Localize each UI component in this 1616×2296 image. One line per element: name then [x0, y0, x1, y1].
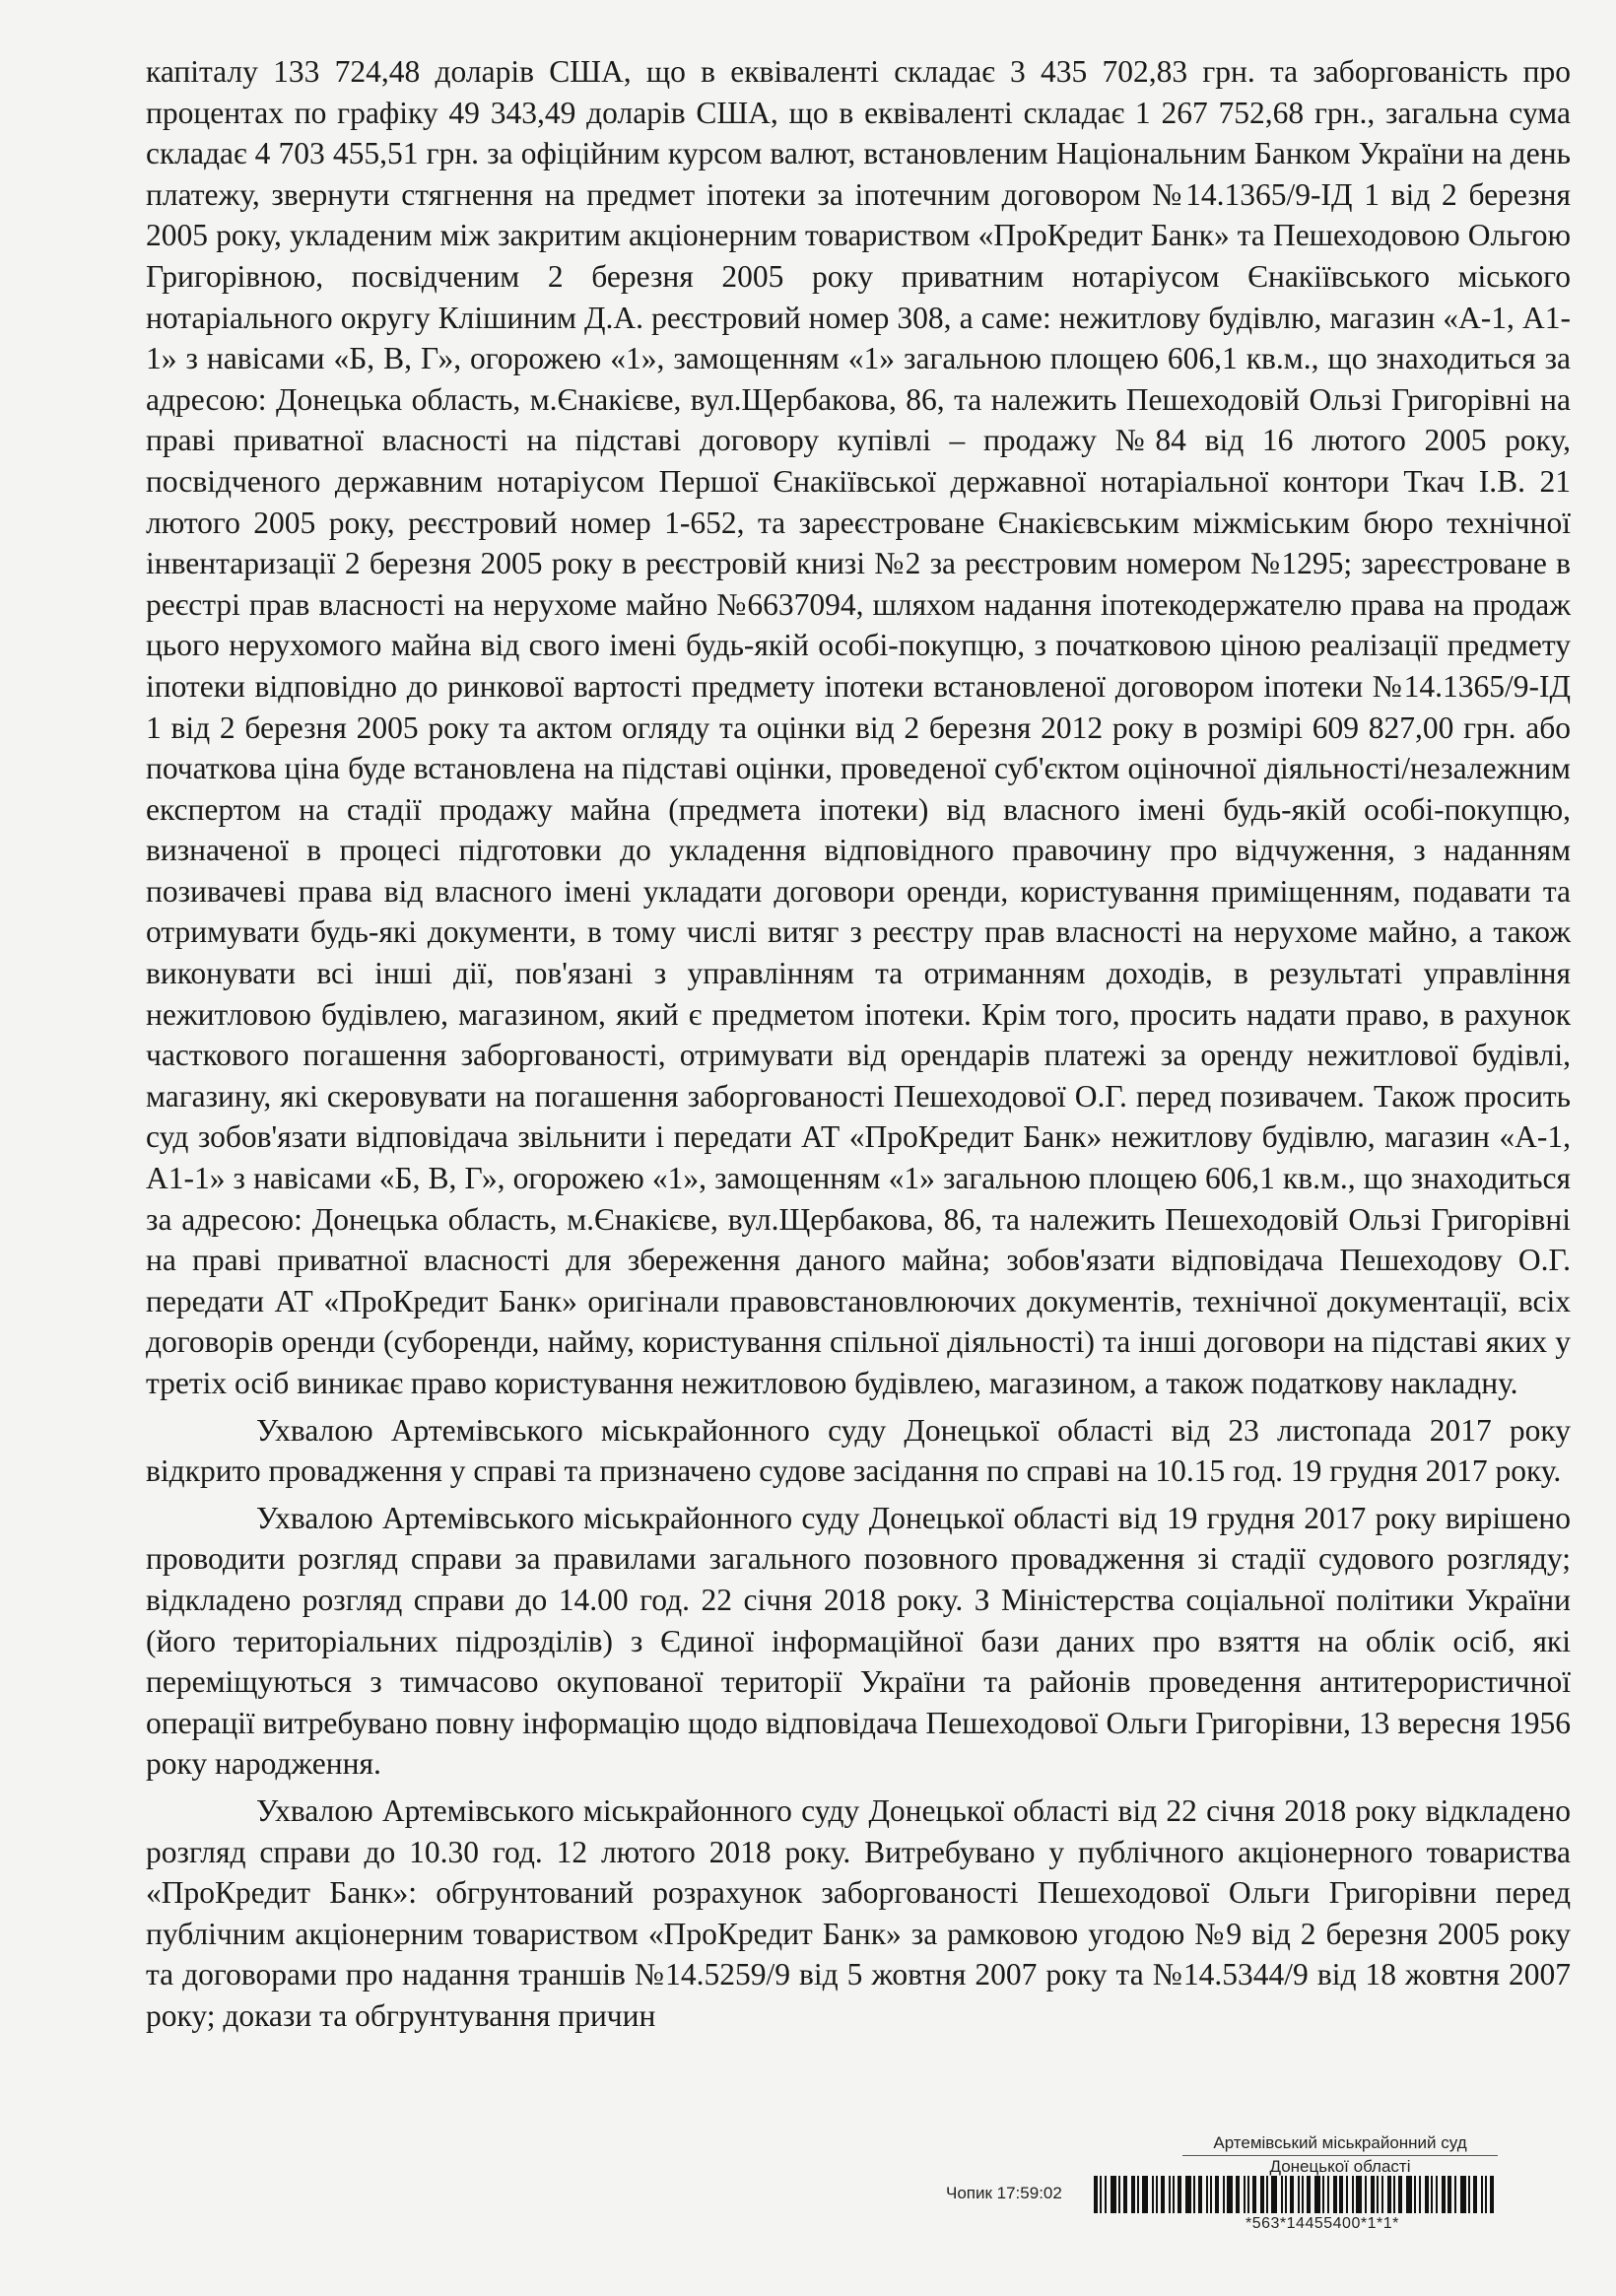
- barcode-bar: [1473, 2176, 1477, 2213]
- barcode-bar: [1198, 2176, 1202, 2213]
- barcode-bar: [1137, 2176, 1139, 2213]
- paragraph: Ухвалою Артемівського міськрайонного суду Донецької області від 23 листопада 2017 року відкрито провадження у справі та призначено судове засідання по справі на 10.15 год. 19 грудня 2017 року.: [146, 1412, 1571, 1489]
- barcode-bar: [1381, 2176, 1383, 2213]
- barcode-bar: [1266, 2176, 1268, 2213]
- barcode-bar: [1100, 2176, 1102, 2213]
- barcode-bar: [1215, 2176, 1219, 2213]
- barcode-bar: [1398, 2176, 1402, 2213]
- barcode-bar: [1290, 2176, 1294, 2213]
- barcode-bar: [1322, 2176, 1324, 2213]
- barcode-bar: [1490, 2176, 1494, 2213]
- barcode-bar: [1156, 2176, 1158, 2213]
- barcode-bar: [1260, 2176, 1264, 2213]
- paragraph: Ухвалою Артемівського міськрайонного суду Донецької області від 19 грудня 2017 року вирішено проводити розгляд справи за правилами загального позовного провадження зі стадії судового розгляду; відкладено розгляд справи до 14.00 год. 22 січня 2018 року. З Міністерства соціальної політики України (його територіальних підрозділів) з Єдиної інформаційної бази даних про взяття на облік осіб, які переміщуються з тимчасово окупованої території України та районів проведення антитерористичної операції витребувано повну інформацію щодо відповідача Пешеходової Ольги Григорівни, 13 вересня 1956 року народження.: [146, 1500, 1571, 1782]
- court-name: [1182, 2132, 1498, 2177]
- barcode-bar: [1227, 2176, 1233, 2213]
- barcode-bar: [1436, 2176, 1438, 2213]
- barcode-bar: [1247, 2176, 1249, 2213]
- barcode-bar: [1169, 2176, 1171, 2213]
- barcode-bar: [1111, 2176, 1116, 2213]
- barcode-bar: [1333, 2176, 1337, 2213]
- barcode-bar: [1252, 2176, 1256, 2213]
- barcode-bar: [1419, 2176, 1421, 2213]
- barcode-bar: [1223, 2176, 1225, 2213]
- barcode-bar: [1161, 2176, 1165, 2213]
- barcode-bar: [1387, 2176, 1391, 2213]
- barcode-bar: [1346, 2176, 1348, 2213]
- barcode-bar: [1314, 2176, 1320, 2213]
- barcode-bar: [1448, 2176, 1451, 2213]
- barcode-bar: [1302, 2176, 1304, 2213]
- barcode-bar: [1454, 2176, 1456, 2213]
- barcode-caption: *563*14455400*1*1*: [1246, 2215, 1399, 2232]
- barcode-bar: [1485, 2176, 1487, 2213]
- barcode-bar: [1442, 2176, 1446, 2213]
- barcode-bar: [1271, 2176, 1277, 2213]
- barcode-bar: [1365, 2176, 1367, 2213]
- barcode-bar: [1142, 2176, 1148, 2213]
- paragraph: Ухвалою Артемівського міськрайонного суду Донецької області від 22 січня 2018 року відкладено розгляд справи до 10.30 год. 12 лютого 2018 року. Витребувано у публічного акціонерного товариства «ПроКредит Банк»: обгрунтований розрахунок заборгованості Пешеходової Ольги Григорівни перед публічним акціонерним товариством «ПроКредит Банк» за рамковою угодою №9 від 2 березня 2005 року та договорами про надання траншів №14.5259/9 від 5 жовтня 2007 року та №14.5344/9 від 18 жовтня 2007 року; докази та обгрунтування причин: [146, 1792, 1571, 2033]
- barcode-bar: [1431, 2176, 1433, 2213]
- barcode-bar: [1123, 2176, 1127, 2213]
- barcode-bar: [1193, 2176, 1195, 2213]
- barcode-bar: [1352, 2176, 1354, 2213]
- barcode-bar: [1178, 2176, 1181, 2213]
- operator-timestamp: Чопик 17:59:02: [946, 2184, 1062, 2202]
- barcode-bar: [1094, 2176, 1098, 2213]
- barcode-bar: [1131, 2176, 1135, 2213]
- barcode-bar: [1206, 2176, 1208, 2213]
- barcode-bar: [1281, 2176, 1283, 2213]
- barcode-bar: [1327, 2176, 1329, 2213]
- barcode-bar: [1414, 2176, 1416, 2213]
- document-body: [146, 51, 1571, 2037]
- court-name-line2: Донецької області: [1182, 2155, 1498, 2177]
- barcode-bar: [1425, 2176, 1429, 2213]
- court-name-line1: Артемівський міськрайонний суд: [1213, 2133, 1467, 2152]
- barcode-bar: [1298, 2176, 1300, 2213]
- barcode-bar: [1371, 2176, 1375, 2213]
- barcode-bar: [1236, 2176, 1240, 2213]
- barcode-bar: [1173, 2176, 1175, 2213]
- barcode-bar: [1152, 2176, 1154, 2213]
- barcode-bar: [1244, 2176, 1246, 2213]
- paragraph: капіталу 133 724,48 доларів США, що в еквіваленті складає 3 435 702,83 грн. та заборгованість про процентах по графіку 49 343,49 доларів США, що в еквіваленті складає 1 267 752,68 грн., загальна сума складає 4 703 455,51 грн. за офіційним курсом валют, встановленим Національним Банком України на день платежу, звернути стягнення на предмет іпотеки за іпотечним договором №14.1365/9-ІД 1 від 2 березня 2005 року, укладеним між закритим акціонерним товариством «ПроКредит Банк» та Пешеходовою Ольгою Григорівною, посвідченим 2 березня 2005 року приватним нотаріусом Єнакіївського міського нотаріального округу Клішиним Д.А. реєстровий номер 308, а саме: нежитлову будівлю, магазин «А-1, А1-1» з навісами «Б, В, Г», огорожею «1», замощенням «1» загальною площею 606,1 кв.м., що знаходиться за адресою: Донецька область, м.Єнакієве, вул.Щербакова, 86, та належить Пешеходовій Ользі Григорівні на праві приватної власності на підставі договору купівлі – продажу №84 від 16 лютого 2005 року, посвідченого державним нотаріусом Першої Єнакіївської державної нотаріальної контори Ткач І.В. 21 лютого 2005 року, реєстровий номер 1-652, та зареєстроване Єнакієвським міжміським бюро технічної інвентаризації 2 березня 2005 року в реєстровій книзі №2 за реєстровим номером №1295; зареєстроване в реєстрі прав власності на нерухоме майно №6637094, шляхом надання іпотекодержателю права на продаж цього нерухомого майна від свого імені будь-якій особі-покупцю, з початковою ціною реалізації предмету іпотеки відповідно до ринкової вартості предмету іпотеки встановленої договором іпотеки №14.1365/9-ІД 1 від 2 березня 2005 року та актом огляду та оцінки від 2 березня 2012 року в розмірі 609 827,00 грн. або початкова ціна буде встановлена на підставі оцінки, проведеної суб'єктом оціночної діяльності/незалежним експертом на стадії продажу майна (предмета іпотеки) від власного імені будь-якій особі-покупцю, визначеної в процесі підготовки до укладення відповідного правочину про відчуження, з наданням позивачеві права від власного імені укладати договори оренди, користування приміщенням, подавати та отримувати будь-які документи, в тому числі витяг з реєстру прав власності на нерухоме майно, а також виконувати всі інші дії, пов'язані з управлінням та отриманням доходів, в результаті управління нежитловою будівлею, магазином, який є предметом іпотеки. Крім того, просить надати право, в рахунок часткового погашення заборгованості, отримувати від орендарів платежі за оренду нежитлової будівлі, магазину, які скеровувати на погашення заборгованості Пешеходової О.Г. перед позивачем. Також просить суд зобов'язати відповідача звільнити і передати АТ «ПроКредит Банк» нежитлову будівлю, магазин «А-1, А1-1» з навісами «Б, В, Г», огорожею «1», замощенням «1» загальною площею 606,1 кв.м., що знаходиться за адресою: Донецька область, м.Єнакієве, вул.Щербакова, 86, та належить Пешеходовій Ользі Григорівні на праві приватної власності для збереження даного майна; зобов'язати відповідача Пешеходову О.Г. передати АТ «ПроКредит Банк» оригінали правовстановлюючих документів, технічної документації, всіх договорів оренди (суборенди, найму, користування спільної діяльності) та інші договори на підставі яких у третіх осіб виникає право користування нежитловою будівлею, магазином, а також податкову накладну.: [146, 54, 1571, 1400]
- barcode-bar: [1481, 2176, 1483, 2213]
- barcode-bar: [1468, 2176, 1470, 2213]
- barcode-bar: [1285, 2176, 1287, 2213]
- barcode-bar: [1377, 2176, 1379, 2213]
- barcode-bar: [1393, 2176, 1395, 2213]
- barcode-bar: [1307, 2176, 1311, 2213]
- barcode-bar: [1339, 2176, 1343, 2213]
- barcode: [1094, 2176, 1498, 2213]
- barcode-bar: [1356, 2176, 1362, 2213]
- barcode-bar: [1118, 2176, 1120, 2213]
- court-registration-stamp: [946, 2132, 1537, 2270]
- barcode-bar: [1185, 2176, 1191, 2213]
- barcode-bar: [1105, 2176, 1107, 2213]
- barcode-bar: [1210, 2176, 1212, 2213]
- barcode-bar: [1460, 2176, 1466, 2213]
- barcode-bar: [1406, 2176, 1412, 2213]
